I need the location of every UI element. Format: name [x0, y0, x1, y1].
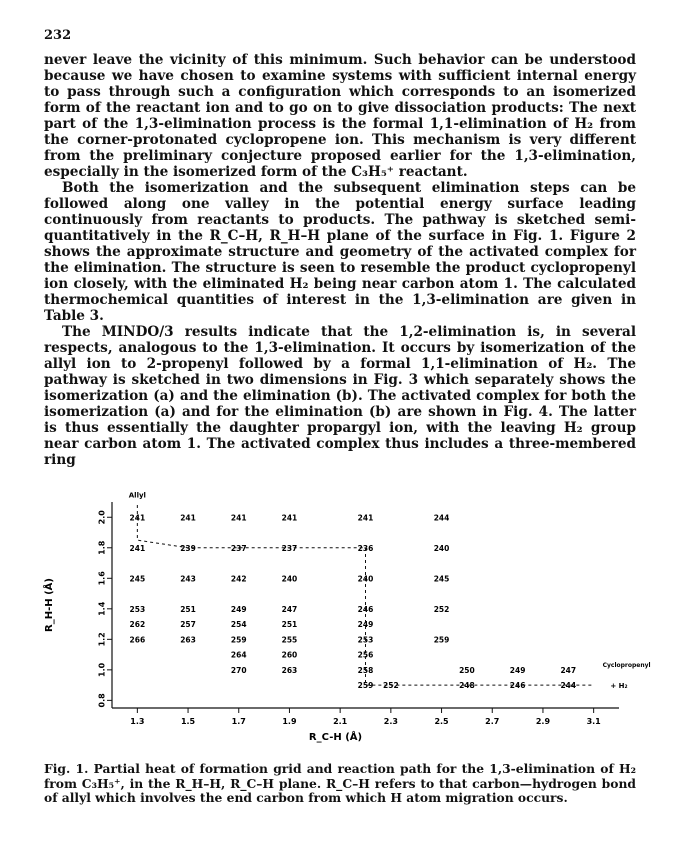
grid-value: 259: [230, 635, 247, 645]
grid-value: 255: [281, 635, 298, 645]
end-label-cyclopropenyl: Cyclopropenyl: [602, 661, 651, 669]
page-number: 232: [44, 28, 72, 43]
x-tick-label: 1.5: [180, 717, 196, 726]
grid-value: 246: [357, 604, 374, 614]
y-tick-label: 2.0: [97, 510, 107, 525]
x-tick-label: 1.9: [282, 717, 297, 726]
grid-value: 241: [129, 543, 146, 553]
paragraph-2: Both the isomerization and the subsequent elimination steps can be followed along one valley in the potential energy surface leading continuously from reactants to products. The pathway is sketched semi-quantitatively in the R_C–H, R_H–H plane of the surface in Fig. 1. Figure 2 shows the approximate structure and geometry of the activated complex for the elimination. The structure is seen to resemble the product cyclopropenyl ion closely, with the eliminated H₂ being near carbon atom 1. The calculated thermochemical quantities of interest in the 1,3-elimination are given in Table 3.: [44, 180, 636, 324]
y-tick-label: 1.6: [97, 571, 107, 586]
grid-value: 264: [230, 650, 247, 660]
grid-value: 259: [433, 635, 450, 645]
grid-value: 248: [459, 681, 475, 691]
reaction-path: [137, 505, 593, 685]
grid-value: 241: [180, 513, 196, 523]
figure-caption: Fig. 1. Partial heat of formation grid and reaction path for the 1,3-elimination of H₂ from C₃H₅⁺, in the R_H–H, R_C–H plane. R_C–H refers to that carbon—hydrogen bond of allyl which involves the end carbon from which H atom migration occurs.: [44, 761, 636, 805]
grid-value: 257: [180, 620, 196, 630]
grid-value: 263: [281, 665, 298, 675]
grid-value: 236: [357, 543, 374, 553]
paragraph-1: never leave the vicinity of this minimum. Such behavior can be understood because we have chosen to examine systems with sufficient internal energy to pass through such a configuration which corresponds to an isomerized form of the reactant ion and to go on to give dissociation products: The next part of the 1,3-elimination process is the formal 1,1-elimination of H₂ from the corner-protonated cyclopropene ion. This mechanism is very different from the preliminary conjecture proposed earlier for the 1,3-elimination, especially in the isomerized form of the C₃H₅⁺ reactant.: [44, 52, 636, 180]
energy-grid-plot: [44, 480, 651, 770]
grid-value: 241: [129, 513, 146, 523]
grid-value: 244: [560, 681, 577, 691]
x-tick-label: 2.3: [383, 717, 398, 726]
grid-value: 246: [509, 681, 526, 691]
figure-1: [44, 480, 651, 770]
grid-value: 241: [230, 513, 247, 523]
grid-value: 260: [281, 650, 298, 660]
grid-value: 239: [180, 543, 196, 553]
grid-value: 244: [433, 513, 450, 523]
grid-value: 240: [433, 543, 450, 553]
y-axis-label: R_H-H (Å): [44, 578, 55, 632]
grid-value: 249: [509, 665, 526, 675]
y-tick-label: 1.0: [97, 662, 107, 677]
x-tick-label: 3.1: [586, 717, 601, 726]
paragraph-3: The MINDO/3 results indicate that the 1,2-elimination is, in several respects, analogous to the 1,3-elimination. It occurs by isomerization of the allyl ion to 2-propenyl followed by a formal 1,1-elimination of H₂. The pathway is sketched in two dimensions in Fig. 3 which separately shows the isomerization (a) and the elimination (b). The activated complex for both the isomerization (a) and for the elimination (b) are shown in Fig. 4. The latter is thus essentially the daughter propargyl ion, with the leaving H₂ group near carbon atom 1. The activated complex thus includes a three-membered ring: [44, 324, 636, 468]
grid-value: 252: [383, 681, 399, 691]
grid-value: 237: [230, 543, 247, 553]
start-label-allyl: Allyl: [128, 491, 146, 500]
grid-value: 242: [230, 574, 247, 584]
grid-value: 240: [357, 574, 374, 584]
grid-value: 262: [129, 620, 146, 630]
x-tick-label: 2.7: [485, 717, 500, 726]
x-tick-label: 1.3: [130, 717, 145, 726]
grid-value: 247: [560, 665, 577, 675]
x-tick-label: 1.7: [231, 717, 246, 726]
grid-value: 241: [357, 513, 374, 523]
grid-value: 240: [281, 574, 298, 584]
plus-h2-label: + H₂: [610, 682, 628, 691]
grid-value: 237: [281, 543, 298, 553]
grid-value: 249: [230, 604, 247, 614]
grid-value: 252: [433, 604, 450, 614]
grid-value: 250: [459, 665, 475, 675]
x-axis-label: R_C-H (Å): [308, 732, 363, 743]
grid-value: 258: [357, 665, 374, 675]
grid-value: 241: [281, 513, 298, 523]
y-tick-label: 1.4: [97, 601, 107, 616]
x-tick-label: 2.1: [333, 717, 348, 726]
y-tick-label: 0.8: [97, 693, 107, 708]
x-tick-label: 2.5: [434, 717, 449, 726]
grid-value: 266: [129, 635, 146, 645]
grid-value: 247: [281, 604, 298, 614]
grid-value: 263: [180, 635, 196, 645]
grid-value: 251: [180, 604, 196, 614]
body-text: [44, 52, 636, 468]
grid-value: 253: [357, 635, 374, 645]
grid-value: 243: [180, 574, 196, 584]
grid-value: 245: [129, 574, 146, 584]
x-tick-label: 2.9: [535, 717, 551, 726]
grid-value: 253: [129, 604, 146, 614]
grid-value: 270: [230, 665, 247, 675]
grid-value: 249: [357, 620, 374, 630]
grid-value: 245: [433, 574, 450, 584]
grid-value: 259: [357, 681, 374, 691]
y-tick-label: 1.2: [97, 632, 107, 647]
grid-value: 256: [357, 650, 374, 660]
grid-value: 254: [230, 620, 247, 630]
grid-value: 251: [281, 620, 298, 630]
y-tick-label: 1.8: [97, 540, 107, 555]
